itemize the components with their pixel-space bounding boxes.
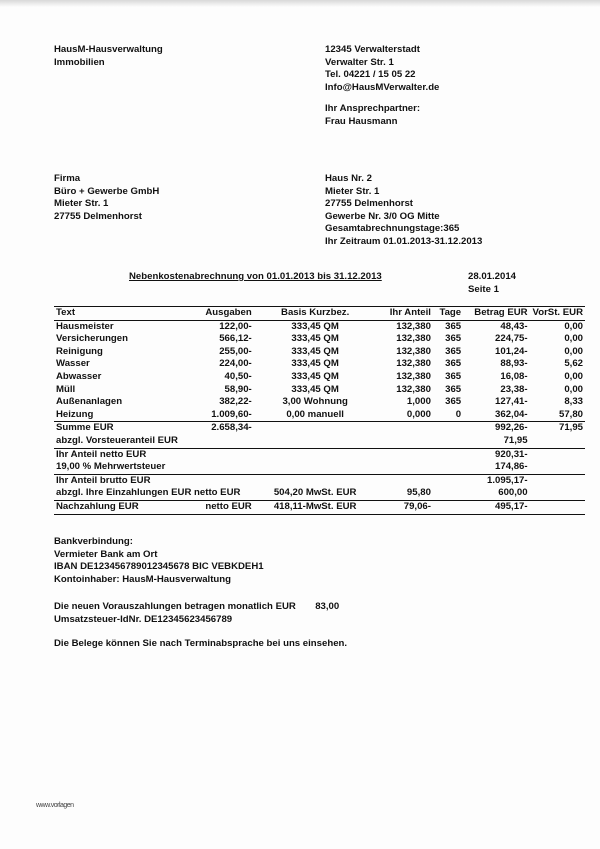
einzahlungen-mwst: 504,20 MwSt. EUR	[254, 487, 377, 500]
col-betrag: Betrag EUR	[463, 307, 529, 321]
nachzahlung-anteil: 79,06-	[377, 500, 433, 514]
contact-email: Info@HausMVerwalter.de	[325, 81, 440, 93]
vorauszahlung-line	[54, 601, 347, 614]
document-meta	[468, 271, 516, 296]
belege-line: Die Belege können Sie nach Terminabsprache bei uns einsehen.	[54, 638, 348, 650]
sum-vorst: 71,95	[530, 422, 585, 435]
footer-watermark: www.vorlagen	[36, 802, 74, 809]
cell: 0	[455, 408, 462, 420]
cell: 365	[445, 358, 462, 370]
col-vorst: VorSt. EUR	[530, 307, 585, 321]
cell: 132,380	[396, 370, 431, 382]
sender-name: HausM-Hausverwaltung	[54, 44, 163, 55]
property-line4: Gewerbe Nr. 3/0 OG Mitte	[325, 210, 440, 222]
nachzahlung-value: 495,17-	[463, 500, 529, 514]
property-line3: 27755 Delmenhorst	[325, 198, 413, 210]
cell: 365	[445, 333, 462, 345]
cell: 48,43-	[500, 320, 528, 332]
property-line5: Gesamtabrechnungstage:365	[325, 223, 460, 235]
cell: 255,00-	[219, 345, 252, 357]
page-number: Seite 1	[468, 283, 499, 295]
cell: 0,00	[564, 370, 583, 382]
einzahlungen-label: abzgl. Ihre Einzahlungen EUR netto EUR	[54, 487, 254, 500]
bank-block	[54, 536, 264, 586]
cell: 5,62	[564, 358, 583, 370]
recipient-line4: 27755 Delmenhorst	[54, 210, 142, 222]
contact-person-label: Ihr Ansprechpartner:	[325, 103, 421, 115]
cell: 365	[445, 345, 462, 357]
vorsteuer-value: 71,95	[463, 435, 529, 448]
cell: 333,45 QM	[291, 320, 339, 332]
mwst-label: 19,00 % Mehrwertsteuer	[54, 461, 254, 474]
cell: 0,00	[564, 383, 583, 395]
nachzahlung-mwst: 418,11-MwSt. EUR	[254, 500, 377, 514]
cell: 224,75-	[495, 333, 528, 345]
cost-table	[54, 306, 585, 515]
property-line6: Ihr Zeitraum 01.01.2013-31.12.2013	[325, 235, 483, 247]
cell: 132,380	[396, 383, 431, 395]
cell: 333,45 QM	[291, 358, 339, 370]
cell: 132,380	[396, 358, 431, 370]
cell: 566,12-	[219, 333, 252, 345]
cell: 1.009,60-	[211, 408, 252, 420]
cell: 365	[445, 370, 462, 382]
table-row	[54, 384, 585, 397]
vorauszahlung-text: Die neuen Vorauszahlungen betragen monatlich EUR	[54, 601, 296, 612]
contact-street: Verwalter Str. 1	[325, 56, 394, 68]
sender-subtitle: Immobilien	[54, 56, 105, 68]
contact-city: 12345 Verwalterstadt	[325, 44, 420, 55]
sum-label: Summe EUR	[54, 422, 203, 435]
sum-betrag: 992,26-	[463, 422, 529, 435]
vorsteuer-row	[54, 435, 585, 448]
table-row	[54, 396, 585, 409]
ustid-line: Umsatzsteuer-IdNr. DE12345623456789	[54, 613, 233, 625]
cell: 23,38-	[500, 383, 528, 395]
cell: Heizung	[56, 408, 94, 420]
bank-iban: IBAN DE123456789012345678 BIC VEBKDEH1	[54, 561, 264, 573]
table-row	[54, 333, 585, 346]
document-date: 28.01.2014	[468, 271, 517, 282]
cell: 132,380	[396, 345, 431, 357]
property-line2: Mieter Str. 1	[325, 185, 380, 197]
cell: 365	[445, 396, 462, 408]
table-row	[54, 346, 585, 359]
document-title: Nebenkostenabrechnung von 01.01.2013 bis 31.12.2013	[129, 271, 382, 282]
cell: Versicherungen	[56, 333, 128, 345]
contact-phone: Tel. 04221 / 15 05 22	[325, 69, 416, 81]
cell: 132,380	[396, 320, 431, 332]
brutto-row	[54, 474, 585, 487]
netto-value: 920,31-	[495, 448, 528, 460]
brutto-value: 1.095,17-	[487, 474, 528, 486]
cell: 57,80	[558, 408, 583, 420]
cell: 362,04-	[495, 408, 528, 420]
col-tage: Tage	[433, 307, 463, 321]
cell: 333,45 QM	[291, 345, 339, 357]
brutto-label: Ihr Anteil brutto EUR	[56, 474, 151, 486]
cell: 365	[445, 320, 462, 332]
cell: 365	[445, 383, 462, 395]
cell: Außenanlagen	[56, 396, 123, 408]
col-anteil: Ihr Anteil	[377, 307, 433, 321]
cell: Hausmeister	[56, 320, 114, 332]
scan-edge	[0, 0, 600, 7]
contact-person: Frau Hausmann	[325, 115, 398, 127]
cell: 16,08-	[500, 370, 528, 382]
bank-label: Bankverbindung:	[54, 536, 133, 547]
col-ausgaben: Ausgaben	[203, 307, 254, 321]
recipient-line1: Firma	[54, 173, 81, 184]
contact-block	[325, 44, 439, 129]
nachzahlung-row	[54, 500, 585, 514]
cell: Abwasser	[56, 370, 102, 382]
cell: 224,00-	[219, 358, 252, 370]
table-row	[54, 358, 585, 371]
cell: Müll	[56, 383, 76, 395]
table-row	[54, 409, 585, 422]
cell: 40,50-	[224, 370, 252, 382]
cell: 58,90-	[224, 383, 252, 395]
cell: 333,45 QM	[291, 333, 339, 345]
notes-block	[54, 601, 347, 651]
mwst-value: 174,86-	[463, 461, 529, 474]
cell: 0,000	[406, 408, 431, 420]
cell: Reinigung	[56, 345, 103, 357]
table-row	[54, 320, 585, 333]
recipient-line2: Büro + Gewerbe GmbH	[54, 185, 160, 197]
cell: 0,00 manuell	[286, 408, 344, 420]
nachzahlung-netto: netto EUR	[203, 500, 254, 514]
cell: 333,45 QM	[291, 370, 339, 382]
cell: 382,22-	[219, 396, 252, 408]
cell: 333,45 QM	[291, 383, 339, 395]
recipient-block	[54, 173, 159, 223]
sender-block	[54, 44, 163, 69]
recipient-line3: Mieter Str. 1	[54, 198, 109, 210]
cell: 0,00	[564, 345, 583, 357]
einzahlungen-anteil: 95,80	[377, 487, 433, 500]
cell: Wasser	[56, 358, 90, 370]
vorsteuer-label: abzgl. Vorsteueranteil EUR	[54, 435, 254, 448]
sum-ausgaben: 2.658,34-	[203, 422, 254, 435]
cell: 8,33	[564, 396, 583, 408]
cell: 0,00	[564, 333, 583, 345]
property-line1: Haus Nr. 2	[325, 173, 372, 184]
cell: 0,00	[564, 320, 583, 332]
cell: 127,41-	[495, 396, 528, 408]
cell: 132,380	[396, 333, 431, 345]
cell: 3,00 Wohnung	[282, 396, 348, 408]
mwst-row	[54, 461, 585, 474]
table-header	[54, 307, 585, 321]
einzahlungen-row	[54, 487, 585, 500]
einzahlungen-value: 600,00	[463, 487, 529, 500]
table-row	[54, 371, 585, 384]
cell: 101,24-	[495, 345, 528, 357]
col-text: Text	[54, 307, 203, 321]
col-basis: Basis Kurzbez.	[254, 307, 377, 321]
netto-label: Ihr Anteil netto EUR	[56, 448, 147, 460]
sum-row	[54, 422, 585, 435]
cell: 1,000	[406, 396, 431, 408]
netto-row	[54, 448, 585, 461]
bank-name: Vermieter Bank am Ort	[54, 548, 158, 560]
cell: 88,93-	[500, 358, 528, 370]
bank-owner: Kontoinhaber: HausM-Hausverwaltung	[54, 573, 231, 585]
property-block	[325, 173, 482, 249]
nachzahlung-label: Nachzahlung EUR	[54, 500, 203, 514]
vorauszahlung-value: 83,00	[315, 601, 340, 612]
cell: 122,00-	[219, 320, 252, 332]
